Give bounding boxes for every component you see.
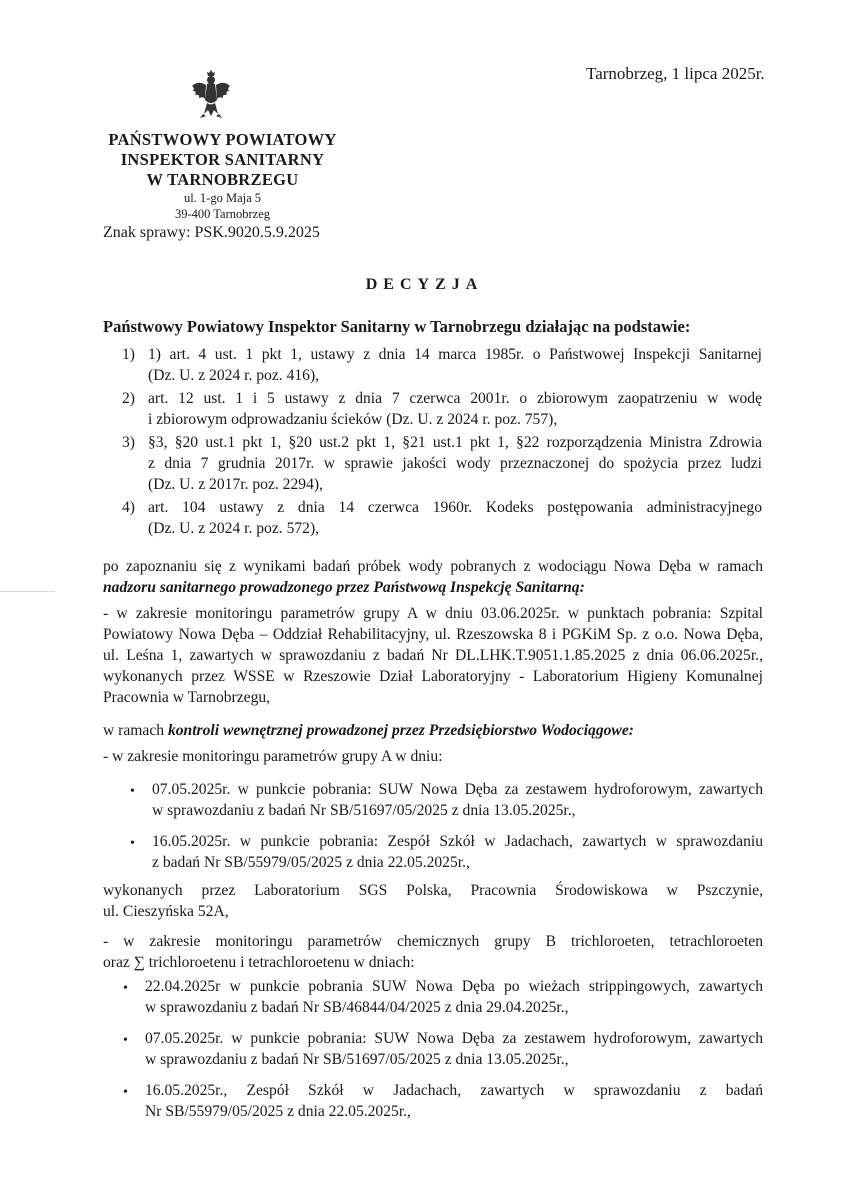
item-line: 16.05.2025r., Zespół Szkół w Jadachach, zawartych w sprawozdaniu z badań bbox=[145, 1082, 763, 1099]
margin-mark bbox=[0, 591, 55, 592]
item-line: w sprawozdaniu z badań Nr SB/46844/04/2025 z dnia 29.04.2025r., bbox=[145, 999, 569, 1016]
item-line: 07.05.2025r. w punkcie pobrania: SUW Nowa Dęba za zestawem hydroforowym, zawartych bbox=[145, 1030, 763, 1047]
eagle-emblem-icon bbox=[190, 70, 232, 120]
item-line: w sprawozdaniu z badań Nr SB/51697/05/2025 z dnia 13.05.2025r., bbox=[145, 1051, 569, 1068]
lab-sgs-paragraph bbox=[103, 880, 763, 922]
heading-emphasis: kontroli wewnętrznej prowadzonej przez Przedsiębiorstwo Wodociągowe: bbox=[167, 722, 634, 739]
bullet-icon: • bbox=[130, 784, 135, 799]
authority-line-3: W TARNOBRZEGU bbox=[146, 170, 299, 189]
legal-basis-item bbox=[122, 432, 762, 495]
issuing-authority bbox=[100, 130, 345, 222]
legal-basis-item bbox=[122, 344, 762, 386]
item-line: (Dz. U. z 2024 r. poz. 572), bbox=[148, 520, 320, 537]
text-line: Pracownia w Tarnobrzegu, bbox=[103, 689, 271, 706]
bullet-icon: • bbox=[123, 1085, 128, 1100]
group-a-list bbox=[130, 779, 763, 873]
document-date: Tarnobrzeg, 1 lipca 2025r. bbox=[586, 64, 765, 83]
document-title: DECYZJA bbox=[365, 276, 484, 293]
bullet-icon: • bbox=[123, 1033, 128, 1048]
supervision-heading: nadzoru sanitarnego prowadzonego przez Państwową Inspekcję Sanitarną: bbox=[103, 579, 585, 596]
text-line: po zapoznaniu się z wynikami badań próbek wody pobranych z wodociągu Nowa Dęba w ramach bbox=[103, 558, 763, 575]
group-b-intro bbox=[103, 931, 763, 973]
heading-prefix: w ramach bbox=[103, 722, 168, 739]
case-number: Znak sprawy: PSK.9020.5.9.2025 bbox=[103, 224, 320, 241]
text-line: ul. Leśna 1, zawartych w sprawozdaniu z badań Nr DL.LHK.T.9051.1.85.2025 z dnia 06.06.2025r., bbox=[103, 647, 763, 664]
authority-city: 39-400 Tarnobrzeg bbox=[174, 207, 271, 221]
item-line: art. 12 ust. 1 i 5 ustawy z dnia 7 czerwca 2001r. o zbiorowym zaopatrzeniu w wodę bbox=[148, 390, 762, 407]
list-item bbox=[130, 831, 763, 873]
item-number: 3) bbox=[122, 434, 135, 451]
legal-basis-item bbox=[122, 497, 762, 539]
legal-basis-item bbox=[122, 388, 762, 430]
item-line: §3, §20 ust.1 pkt 1, §20 ust.2 pkt 1, §21 ust.1 pkt 1, §22 rozporządzenia Ministra Zdrowia bbox=[148, 434, 762, 451]
item-line: w sprawozdaniu z badań Nr SB/51697/05/2025 z dnia 13.05.2025r., bbox=[152, 802, 576, 819]
item-line: z dnia 7 grudnia 2017r. w sprawie jakości wody przeznaczonej do spożycia przez ludzi bbox=[148, 455, 762, 472]
text-line: Powiatowy Nowa Dęba – Oddział Rehabilitacyjny, ul. Rzeszowska 8 i PGKiM Sp. z o.o. Nowa Dęba, bbox=[103, 626, 763, 643]
list-item bbox=[123, 976, 763, 1018]
item-line: 1) art. 4 ust. 1 pkt 1, ustawy z dnia 14 marca 1985r. o Państwowej Inspekcji Sanitarnej bbox=[148, 346, 762, 363]
list-item bbox=[123, 1028, 763, 1070]
authority-street: ul. 1-go Maja 5 bbox=[183, 191, 262, 205]
bullet-icon: • bbox=[123, 981, 128, 996]
item-line: art. 104 ustawy z dnia 14 czerwca 1960r. Kodeks postępowania administracyjnego bbox=[148, 499, 762, 516]
item-number: 2) bbox=[122, 390, 135, 407]
list-item bbox=[130, 779, 763, 821]
item-line: 22.04.2025r w punkcie pobrania SUW Nowa Dęba po wieżach strippingowych, zawartych bbox=[145, 978, 763, 995]
item-line: (Dz. U. z 2024 r. poz. 416), bbox=[148, 367, 320, 384]
bullet-icon: • bbox=[130, 836, 135, 851]
internal-control-heading bbox=[103, 720, 634, 741]
item-line: Nr SB/55979/05/2025 z dnia 22.05.2025r., bbox=[145, 1103, 411, 1120]
text-line: - w zakresie monitoringu parametrów grupy A w dniu 03.06.2025r. w punktach pobrania: Szpital bbox=[103, 605, 763, 622]
text-line: - w zakresie monitoringu parametrów chemicznych grupy B trichloroeten, tetrachloroeten bbox=[103, 933, 763, 950]
item-line: (Dz. U. z 2017r. poz. 2294), bbox=[148, 476, 323, 493]
intro-paragraph bbox=[103, 556, 763, 598]
authority-line-2: INSPEKTOR SANITARNY bbox=[120, 150, 325, 169]
item-line: i zbiorowym odprowadzaniu ścieków (Dz. U. z 2024 r. poz. 757), bbox=[148, 411, 558, 428]
text-line: ul. Cieszyńska 52A, bbox=[103, 903, 229, 920]
item-line: 07.05.2025r. w punkcie pobrania: SUW Nowa Dęba za zestawem hydroforowym, zawartych bbox=[152, 781, 763, 798]
authority-line-1: PAŃSTWOWY POWIATOWY bbox=[108, 130, 337, 149]
text-line: oraz ∑ trichloroetenu i tetrachloroetenu w dniach: bbox=[103, 954, 415, 971]
item-number: 1) bbox=[122, 346, 135, 363]
item-line: z badań Nr SB/55979/05/2025 z dnia 22.05.2025r., bbox=[152, 854, 470, 871]
group-a-internal-intro: - w zakresie monitoringu parametrów grupy A w dniu: bbox=[103, 748, 443, 765]
item-line: 16.05.2025r. w punkcie pobrania: Zespół Szkół w Jadachach, zawartych w sprawozdaniu bbox=[152, 833, 763, 850]
list-item bbox=[123, 1080, 763, 1122]
group-a-supervision bbox=[103, 603, 763, 708]
legal-basis-intro: Państwowy Powiatowy Inspektor Sanitarny w Tarnobrzegu działając na podstawie: bbox=[103, 317, 691, 336]
text-line: wykonanych przez WSSE w Rzeszowie Dział Laboratoryjny - Laboratorium Higieny Komunalnej bbox=[103, 668, 763, 685]
legal-basis-list bbox=[122, 344, 762, 539]
group-b-list bbox=[123, 976, 763, 1122]
item-number: 4) bbox=[122, 499, 135, 516]
text-line: wykonanych przez Laboratorium SGS Polska, Pracownia Środowiskowa w Pszczynie, bbox=[103, 882, 763, 899]
